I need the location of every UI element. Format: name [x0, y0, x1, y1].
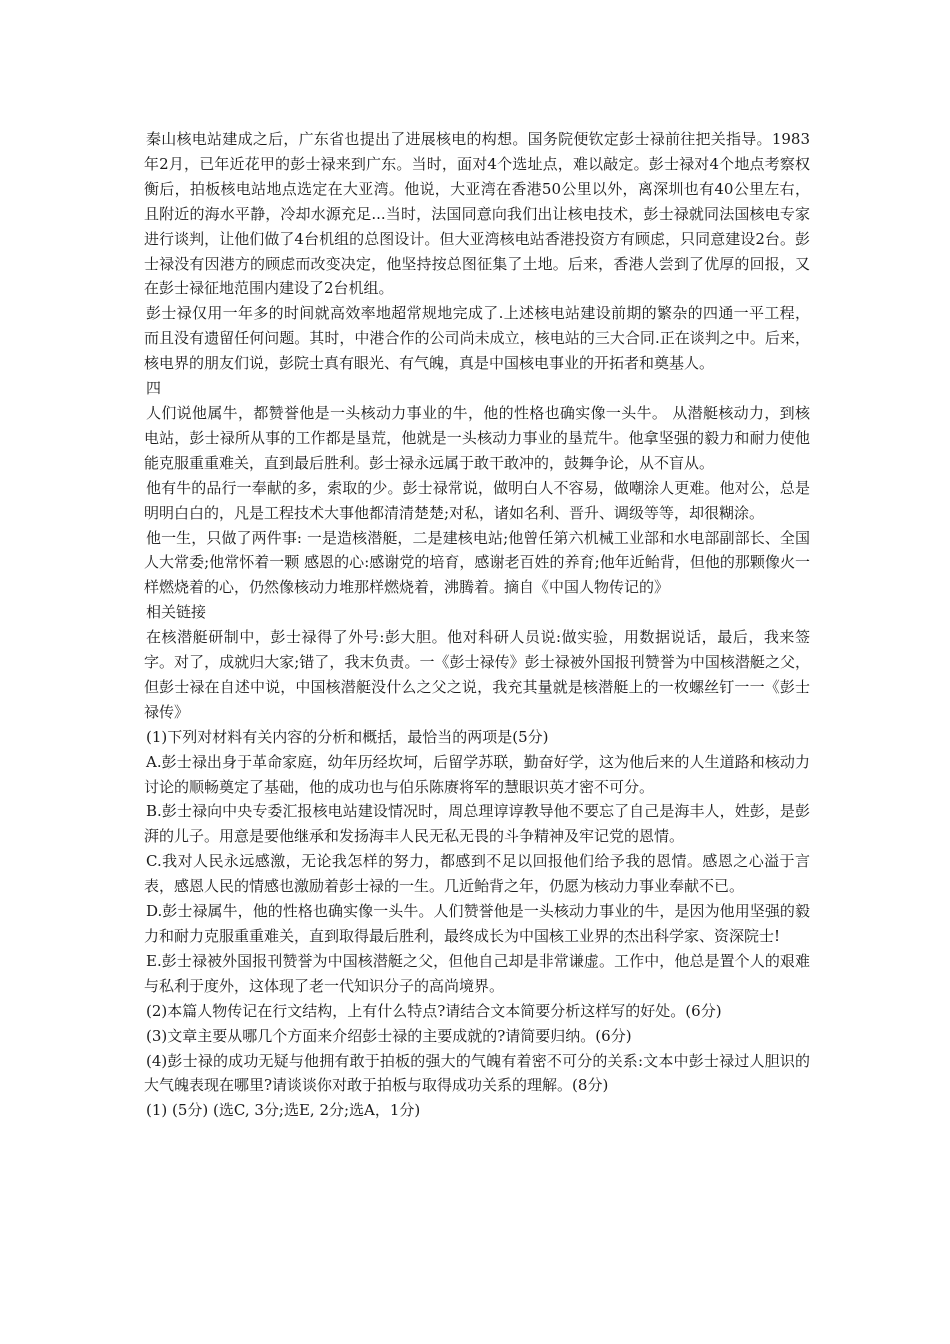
question-4: (4)彭士禄的成功无疑与他拥有敢于拍板的强大的气魄有着密不可分的关系:文本中彭士禄过人胆识的大气魄表现在哪里?请谈谈你对敢于拍板与取得成功关系的理解。(8分): [144, 1051, 810, 1095]
option-b: B.彭士禄向中央专委汇报核电站建设情况时，周总理谆谆教导他不要忘了自己是海丰人，姓彭，是彭湃的儿子。用意是要他继承和发扬海丰人民无私无畏的斗争精神及牢记党的恩情。: [144, 802, 810, 846]
paragraph-two-things: 他一生，只做了两件事: 一是造核潜艇，二是建核电站;他曾任第六机械工业部和水电部副部长、全国人大常委;他常怀着一颗 感恩的心:感谢党的培育，感谢老百姓的养育;他年近鲐背，但他的那颗像火一样燃烧着的心，仍然像核动力堆那样燃烧着，沸腾着。摘自《中国人物传记的》: [144, 528, 810, 597]
question-3: (3)文章主要从哪几个方面来介绍彭士禄的主要成就的?请简要归纳。(6分): [146, 1026, 632, 1045]
paragraph-daya-bay-site: 秦山核电站建成之后，广东省也提出了进展核电的构想。国务院便钦定彭士禄前往把关指导。1983 年2月，已年近花甲的彭士禄来到广东。当时，面对4个选址点，难以敲定。彭士禄对4个地点考察权衡后，拍板核电站地点选定在大亚湾。他说，大亚湾在香港50公里以外，离深圳也有40公里左右，且附近的海水平静，冷却水源充足...当时，法国同意向我们出让核电技术，彭士禄就同法国核电专家进行谈判，让他们做了4台机组的总图设计。但大亚湾核电站香港投资方有顾虑，只同意建设2台。彭士禄没有因港方的顾虑而改变决定，他坚持按总图征集了土地。后来，香港人尝到了优厚的回报，又在彭士禄征地范围内建设了2台机组。: [144, 130, 810, 298]
document-body: [144, 127, 810, 1123]
paragraph-devotion: 他有牛的品行一奉献的多，索取的少。彭士禄常说，做明白人不容易，做嘲涂人更难。他对公，总是明明白白的，凡是工程技术大事他都清清楚楚;对私，诸如名利、晋升、调级等等，却很糊涂。: [144, 478, 810, 522]
paragraph-bold-peng: 在核潜艇研制中，彭士禄得了外号:彭大胆。他对科研人员说:做实验，用数据说话，最后，我来签字。对了，成就归大家;错了，我末负责。一《彭士禄传》彭士禄被外国报刊赞誉为中国核潜艇之父，但彭士禄在自述中说，中国核潜艇没什么之父之说，我充其量就是核潜艇上的一枚螺丝钉一一《彭士禄传》: [144, 628, 810, 721]
answer-1: (1) (5分) (选C, 3分;选E, 2分;选A，1分): [146, 1101, 421, 1120]
paragraph-ox-character: 人们说他属牛，都赞誉他是一头核动力事业的牛，他的性格也确实像一头牛。 从潜艇核动力，到核电站，彭士禄所从事的工作都是垦荒，他就是一头核动力事业的垦荒牛。他拿坚强的毅力和耐力使他能克服重重难关，直到最后胜利。彭士禄永远属于敢干敢冲的，鼓舞争论，从不盲从。: [144, 403, 810, 472]
option-a: A.彭士禄出身于革命家庭，幼年历经坎坷，后留学苏联，勤奋好学，这为他后来的人生道路和核动力讨论的顺畅奠定了基础，他的成功也与伯乐陈赓将军的慧眼识英才密不可分。: [144, 752, 810, 796]
option-d: D.彭士禄属牛，他的性格也确实像一头牛。人们赞誉他是一头核动力事业的牛，是因为他用坚强的毅力和耐力克服重重难关，直到取得最后胜利，最终成长为中国核工业界的杰出科学家、资深院士!: [144, 902, 810, 945]
related-links-heading: 相关链接: [146, 603, 207, 622]
option-e: E.彭士禄被外国报刊赞誉为中国核潜艇之父，但他自己却是非常谦虚。工作中，他总是置个人的艰难与私利于度外，这体现了老一代知识分子的高尚境界。: [144, 951, 810, 995]
question-1: (1)下列对材料有关内容的分析和概括，最恰当的两项是(5分): [146, 727, 549, 746]
paragraph-preliminary-works: 彭士禄仅用一年多的时间就高效率地超常规地完成了.上述核电站建设前期的繁杂的四通一平工程，而且没有遗留任何问题。其时，中港合作的公司尚未成立，核电站的三大合同.正在谈判之中。后来，核电界的朋友们说，彭院士真有眼光、有气魄，真是中国核电事业的开拓者和奠基人。: [144, 304, 810, 373]
question-2: (2)本篇人物传记在行文结构，上有什么特点?请结合文本简要分析这样写的好处。(6分): [146, 1001, 722, 1020]
option-c: C.我对人民永远感激，无论我怎样的努力，都感到不足以回报他们给予我的恩情。感恩之心溢于言表，感恩人民的情感也激励着彭士禄的一生。几近鲐背之年，仍愿为核动力事业奉献不已。: [144, 852, 810, 896]
section-number-four: 四: [146, 379, 162, 398]
